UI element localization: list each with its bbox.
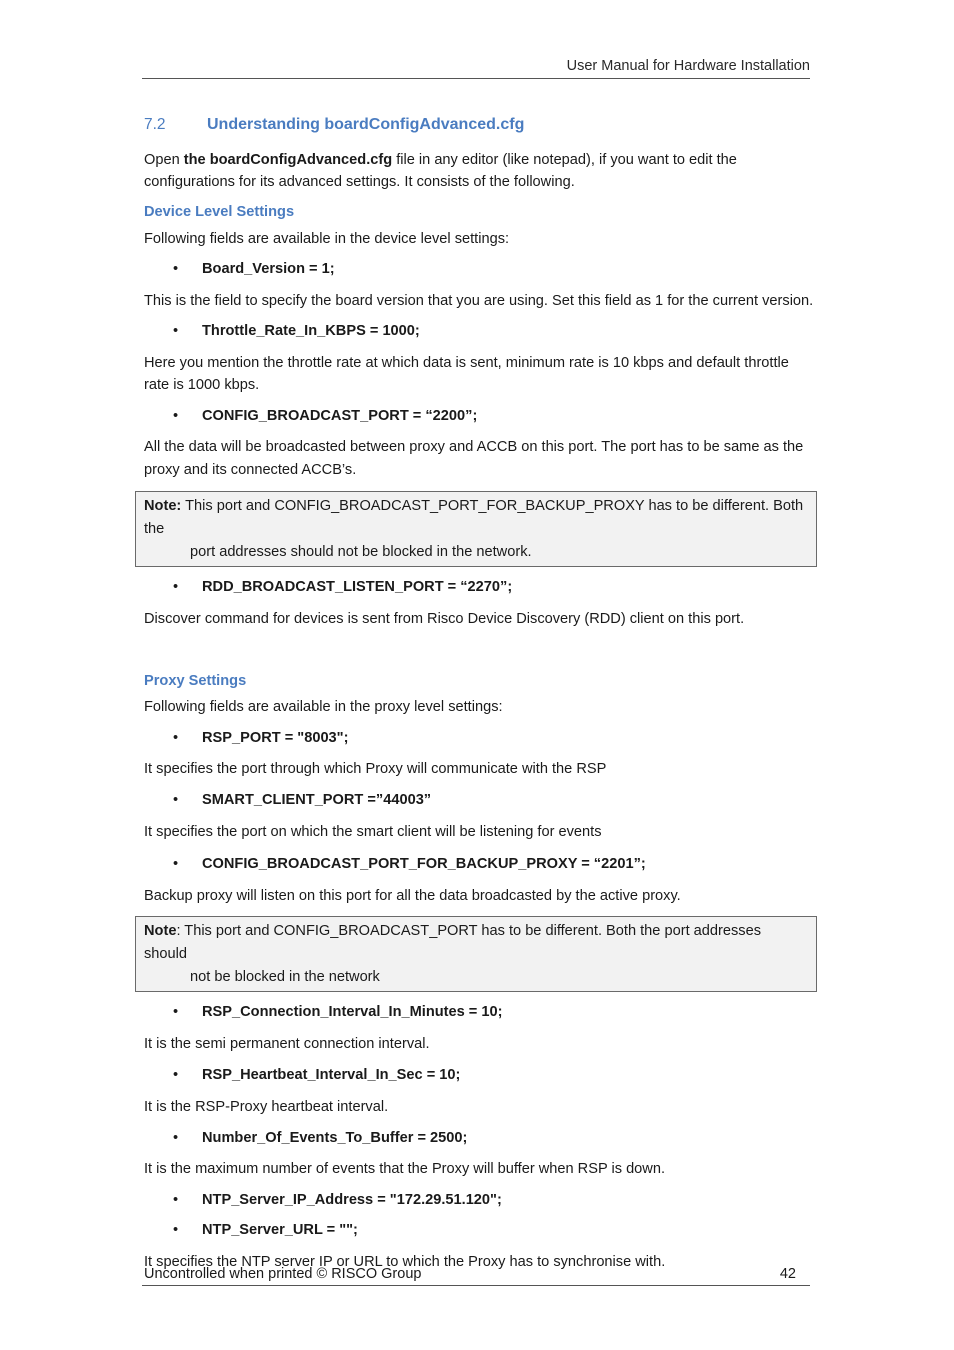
bullet-throttle [144,320,816,342]
bullet-dot: • [173,261,179,277]
bullet-ntp-ip [144,1189,816,1211]
note-line: port addresses should not be blocked in the network. [190,544,532,560]
bullet-text: Number_Of_Events_To_Buffer = 2500; [202,1130,468,1146]
page-number: 42 [779,1266,796,1282]
intro-bold: the boardConfigAdvanced.cfg [183,152,393,168]
proxy-settings-intro: Following fields are available in the proxy level settings: [144,699,503,715]
section-heading [144,116,816,138]
note-box [135,491,817,567]
bullet-board-version [144,258,816,280]
bullet-dot: • [173,856,179,872]
rsp-port-description: It specifies the port through which Proxy will communicate with the RSP [144,761,607,777]
bullet-dot: • [173,1130,179,1146]
throttle-description: Here you mention the throttle rate at which data is sent, minimum rate is 10 kbps and default throttle rate is 1000 kbps. [144,355,789,393]
bullet-dot: • [173,408,179,424]
bullet-text: RDD_BROADCAST_LISTEN_PORT = “2270”; [202,579,513,595]
bullet-backup-port [144,853,816,875]
bullet-dot: • [173,1004,179,1020]
bullet-text: Throttle_Rate_In_KBPS = 1000; [202,323,420,339]
bullet-text: CONFIG_BROADCAST_PORT = “2200”; [202,408,478,424]
board-version-description: This is the field to specify the board version that you are using. Set this field as 1 for the current version. [144,293,814,309]
header-title: User Manual for Hardware Installation [566,58,810,74]
backup-port-description: Backup proxy will listen on this port for all the data broadcasted by the active proxy. [144,888,681,904]
bullet-heartbeat [144,1064,816,1086]
note-line [144,920,808,966]
bullet-dot: • [173,730,179,746]
device-level-heading: Device Level Settings [144,204,295,220]
device-level-intro: Following fields are available in the device level settings: [144,231,510,247]
bullet-text: Board_Version = 1; [202,261,335,277]
intro-suffix: file in any editor (like notepad), if you want to edit the configurations for its advanced settings. It consists of the following. [144,152,737,190]
intro-prefix: Open [144,152,184,168]
bullet-rdd-port [144,576,816,598]
page-content [144,116,816,1273]
bullet-dot: • [173,792,179,808]
heartbeat-description: It is the RSP-Proxy heartbeat interval. [144,1099,389,1115]
bullet-connection-interval [144,1001,816,1023]
bullet-smart-client [144,789,816,811]
bullet-text: SMART_CLIENT_PORT =”44003” [202,792,432,808]
bullet-text: NTP_Server_URL = ""; [202,1222,358,1238]
bullet-text: RSP_Connection_Interval_In_Minutes = 10; [202,1004,503,1020]
bullet-ntp-url [144,1219,816,1241]
bullet-dot: • [173,1222,179,1238]
connection-interval-description: It is the semi permanent connection interval. [144,1036,430,1052]
bullet-dot: • [173,1067,179,1083]
rdd-port-description: Discover command for devices is sent from Risco Device Discovery (RDD) client on this port. [144,611,745,627]
bullet-text: RSP_PORT = "8003"; [202,730,349,746]
footer-copyright: Uncontrolled when printed © RISCO Group [144,1266,422,1282]
section-title: Understanding boardConfigAdvanced.cfg [207,116,525,133]
note-label: Note: [144,498,182,514]
bullet-dot: • [173,1192,179,1208]
bullet-text: NTP_Server_IP_Address = "172.29.51.120"; [202,1192,502,1208]
section-number: 7.2 [144,116,166,133]
ntp-description: It specifies the NTP server IP or URL to which the Proxy has to synchronise with. [144,1254,666,1270]
page-footer [142,1264,810,1286]
proxy-settings-heading: Proxy Settings [144,673,247,689]
smart-client-description: It specifies the port on which the smart client will be listening for events [144,824,602,840]
bullet-text: RSP_Heartbeat_Interval_In_Sec = 10; [202,1067,461,1083]
note-text: : This port and CONFIG_BROADCAST_PORT has to be different. Both the port addresses should [144,923,762,962]
note-line: not be blocked in the network [190,969,380,985]
events-buffer-description: It is the maximum number of events that the Proxy will buffer when RSP is down. [144,1161,666,1177]
note-line [144,495,808,541]
note-box [135,916,817,992]
bullet-dot: • [173,579,179,595]
page-header [142,56,810,79]
bullet-config-port [144,405,816,427]
note-text: This port and CONFIG_BROADCAST_PORT_FOR_BACKUP_PROXY has to be different. Both the [144,498,804,537]
bullet-dot: • [173,323,179,339]
note-label: Note [144,923,177,939]
bullet-rsp-port [144,727,816,749]
bullet-text: CONFIG_BROADCAST_PORT_FOR_BACKUP_PROXY = “2201”; [202,856,646,872]
bullet-events-buffer [144,1127,816,1149]
intro-paragraph [144,149,816,193]
config-port-description: All the data will be broadcasted between proxy and ACCB on this port. The port has to be same as the proxy and its connected ACCB’s. [144,439,804,478]
